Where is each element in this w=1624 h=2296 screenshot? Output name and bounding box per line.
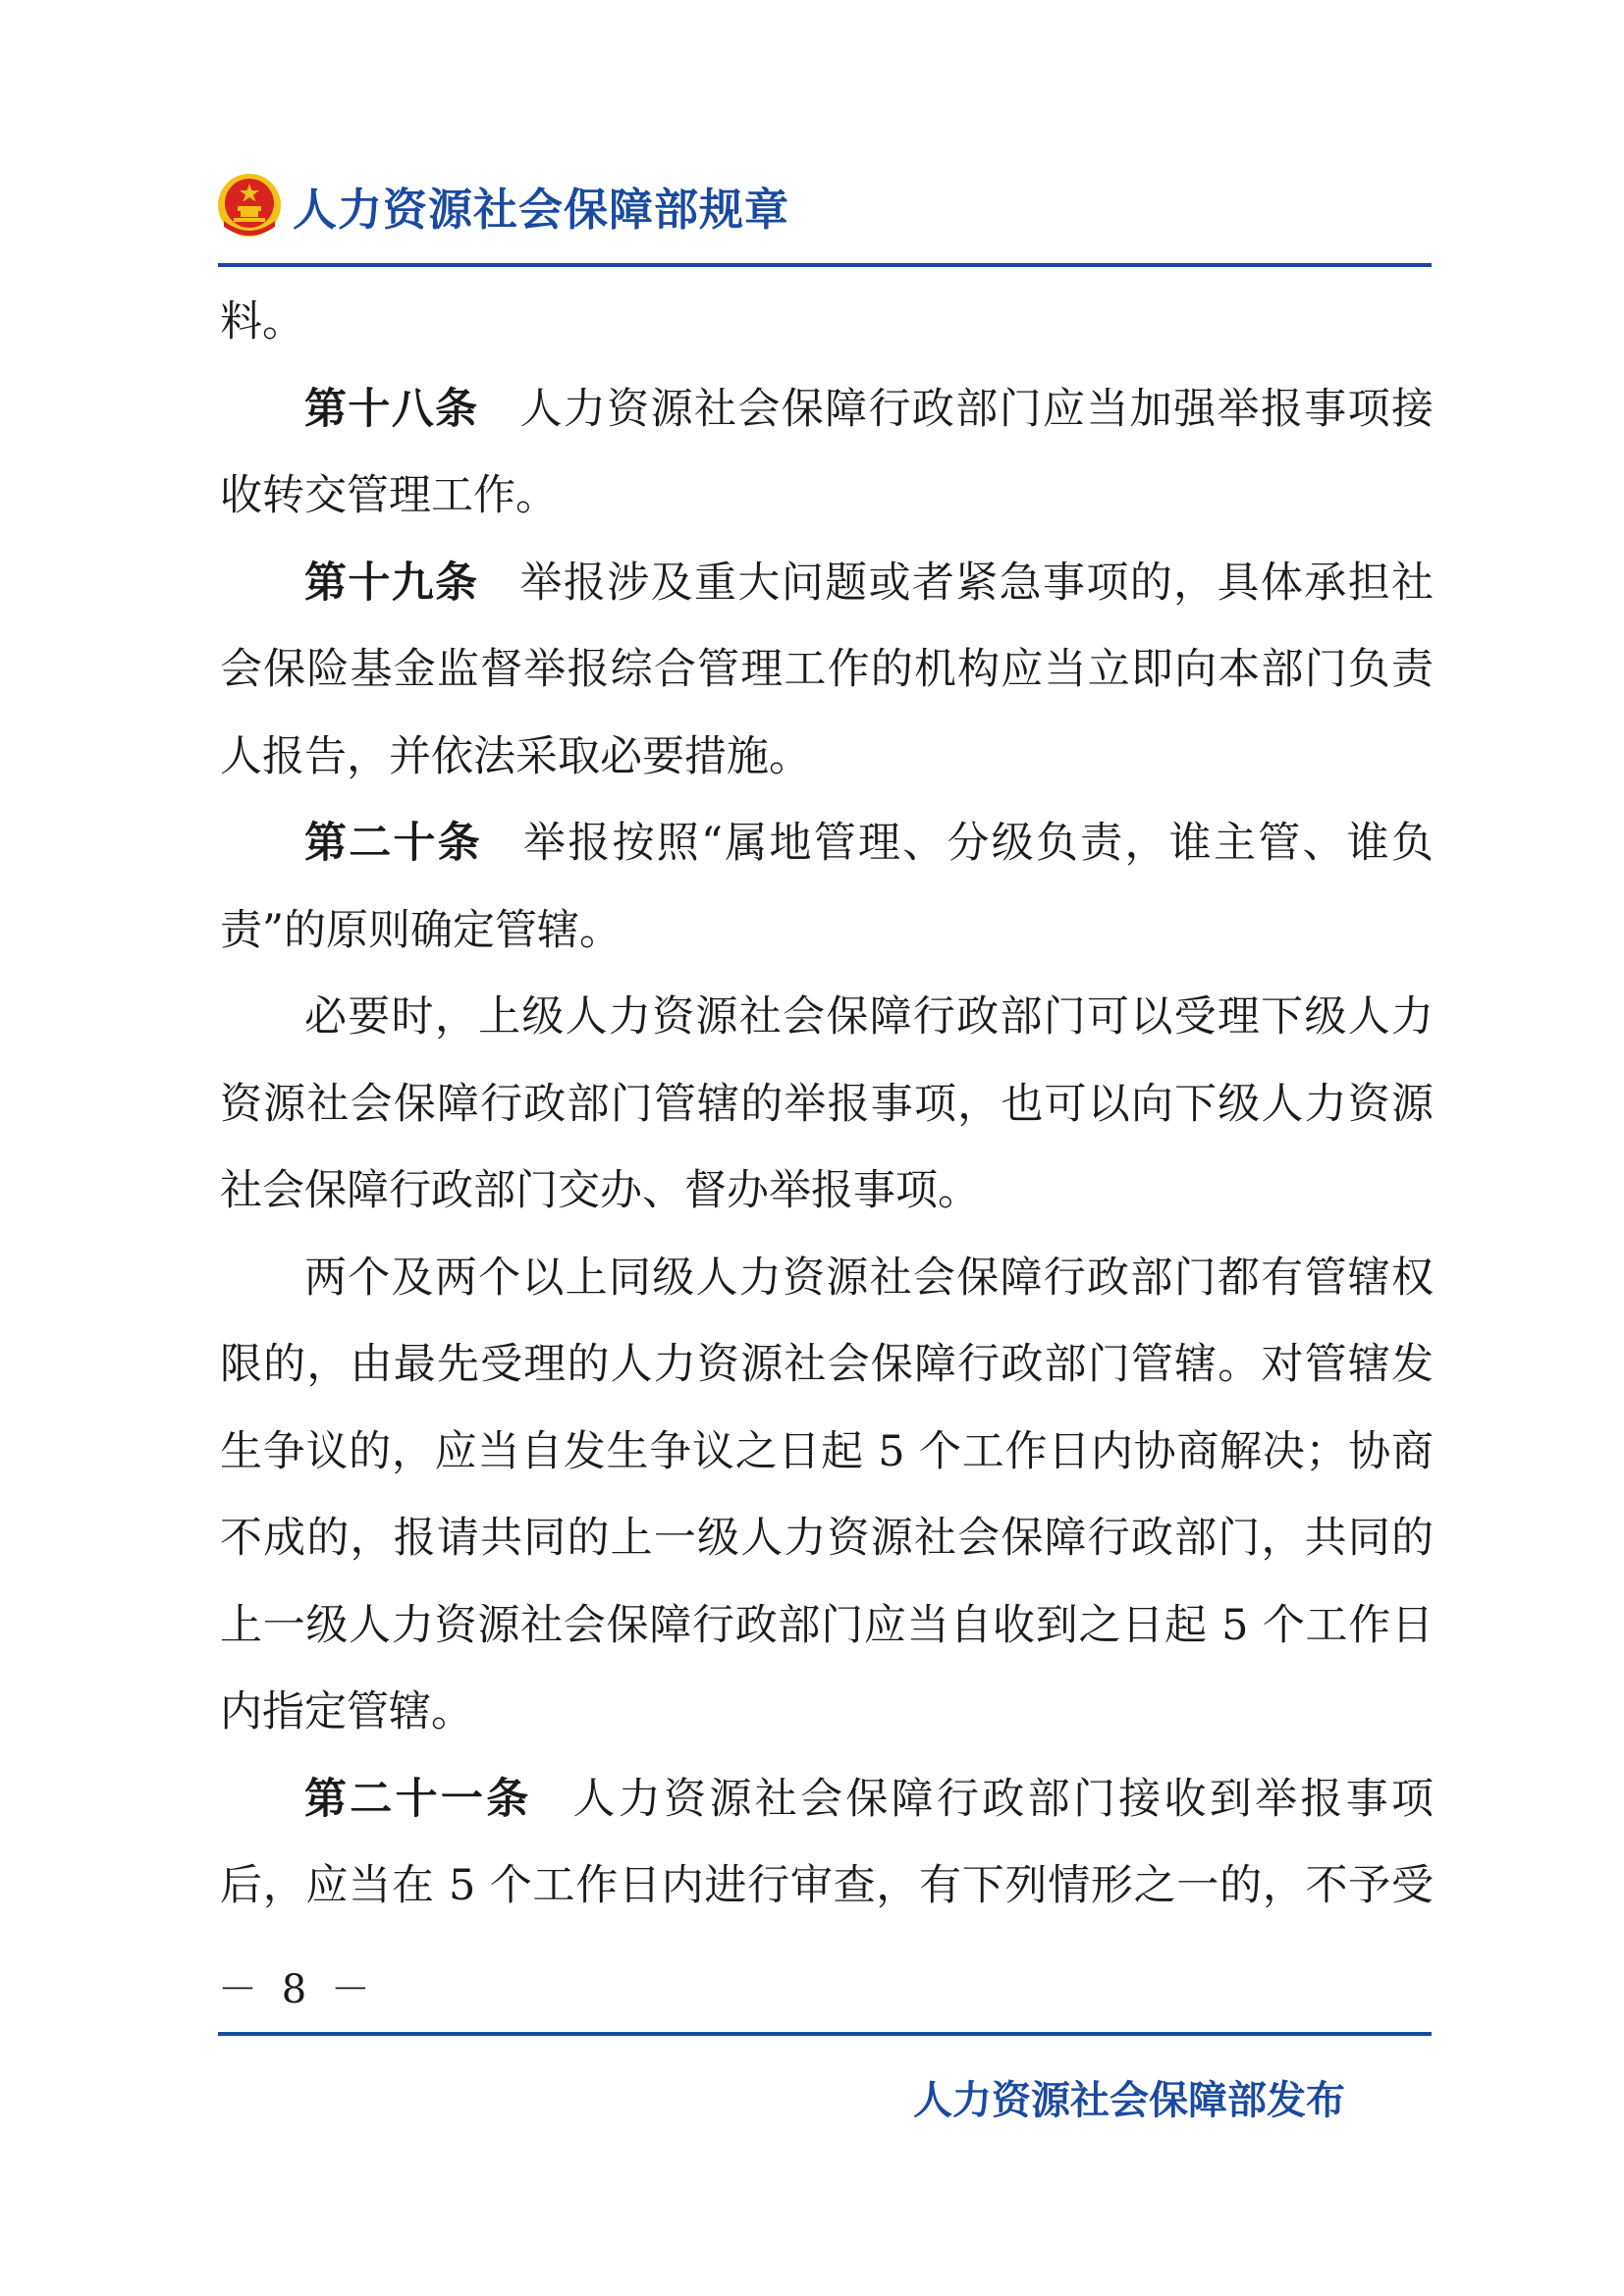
article-number: 第十八条 <box>304 384 479 434</box>
paragraph-text: 料。 <box>220 297 304 347</box>
article-number: 第二十条 <box>304 819 483 868</box>
paragraph-continuation <box>220 279 1434 366</box>
national-emblem-icon <box>216 172 283 239</box>
paragraph-text: 举报按照“属地管理、分级负责，谁主管、谁负责”的原则确定管辖。 <box>220 819 1435 955</box>
article-number: 第二十一条 <box>304 1774 532 1824</box>
article-21 <box>220 1756 1434 1930</box>
paragraph-text: 人力资源社会保障行政部门应当加强举报事项接收转交管理工作。 <box>220 384 1434 520</box>
article-20-clause-3 <box>220 1235 1434 1756</box>
article-20 <box>220 800 1434 974</box>
article-19 <box>220 540 1434 801</box>
header-title: 人力资源社会保障部规章 <box>293 183 790 236</box>
paragraph-text: 举报涉及重大问题或者紧急事项的，具体承担社会保险基金监督举报综合管理工作的机构应当立即向本部门负责人报告，并依法采取必要措施。 <box>220 558 1434 781</box>
footer-publisher: 人力资源社会保障部发布 <box>913 2078 1345 2123</box>
page-header <box>216 172 789 239</box>
document-body <box>220 279 1434 1930</box>
paragraph-text: 两个及两个以上同级人力资源社会保障行政部门都有管辖权限的，由最先受理的人力资源社会保障行政部门管辖。对管辖发生争议的，应当自发生争议之日起 5 个工作日内协商解决；协商不成的，报请共同的上一级人力资源社会保障行政部门，共同的上一级人力资源社会保障行政部门应当自收到之日起 5 个工作日内指定管辖。 <box>220 1253 1434 1736</box>
article-20-clause-2 <box>220 974 1434 1235</box>
paragraph-text: 人力资源社会保障行政部门接收到举报事项后，应当在 5 个工作日内进行审查，有下列情形之一的，不予受 <box>220 1774 1435 1910</box>
footer-divider <box>218 2032 1432 2036</box>
article-number: 第十九条 <box>304 558 479 608</box>
page-number: － 8 － <box>218 1967 376 2012</box>
article-18 <box>220 366 1434 540</box>
paragraph-text: 必要时，上级人力资源社会保障行政部门可以受理下级人力资源社会保障行政部门管辖的举报事项，也可以向下级人力资源社会保障行政部门交办、督办举报事项。 <box>220 992 1434 1215</box>
header-divider <box>218 263 1432 267</box>
